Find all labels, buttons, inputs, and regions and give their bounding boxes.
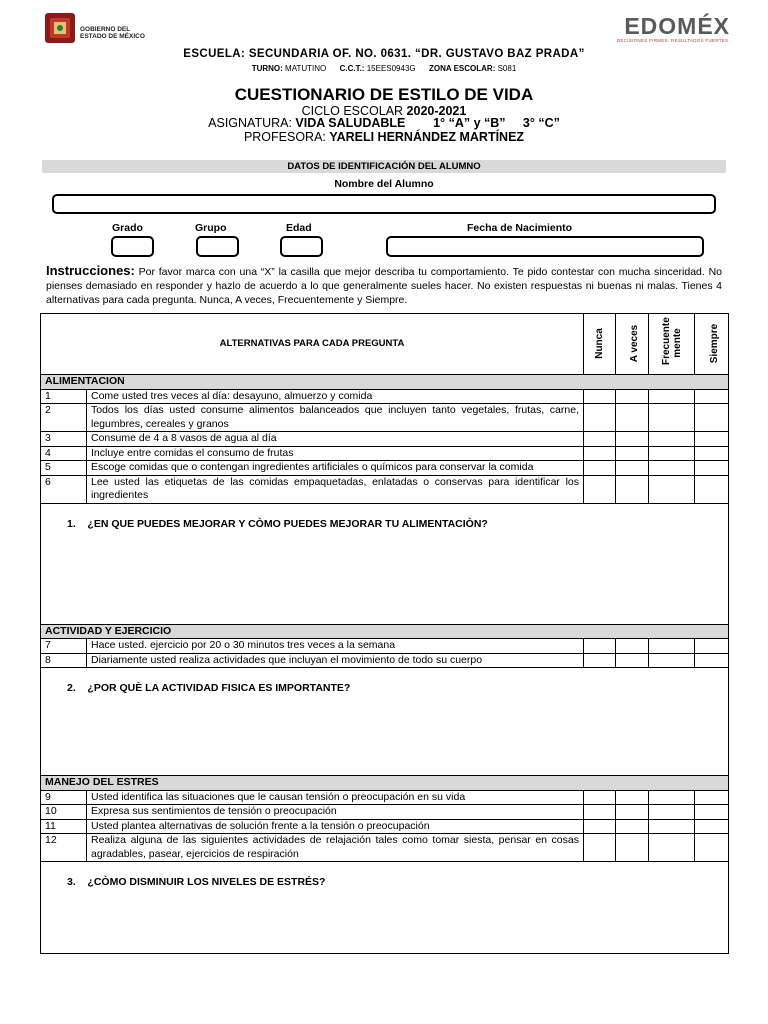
profesora-line (0, 130, 768, 144)
page-title: CUESTIONARIO DE ESTILO DE VIDA (234, 85, 534, 104)
option-siempre: Siempre (709, 324, 721, 364)
item-text: Diariamente usted realiza actividades que incluyan el movimiento de todo su cuerpo (87, 653, 584, 668)
ciclo-label: CICLO ESCOLAR (301, 104, 407, 118)
section-title: MANEJO DEL ESTRES (41, 776, 729, 791)
checkbox-cell[interactable] (584, 819, 616, 834)
checkbox-cell[interactable] (695, 819, 729, 834)
section-row (41, 375, 729, 390)
checkbox-cell[interactable] (584, 389, 616, 404)
checkbox-cell[interactable] (584, 461, 616, 476)
asignatura-label: ASIGNATURA: (208, 116, 296, 130)
option-header (649, 314, 695, 375)
checkbox-cell[interactable] (649, 639, 695, 654)
grado-field[interactable] (111, 236, 154, 257)
asignatura-line (0, 116, 768, 130)
school-name: ESCUELA: SECUNDARIA OF. NO. 0631. “DR. GUSTAVO BAZ PRADA” (183, 48, 585, 60)
instructions (46, 264, 722, 307)
checkbox-cell[interactable] (695, 805, 729, 820)
grupo-label: Grupo (195, 222, 227, 234)
checkbox-cell[interactable] (616, 653, 649, 668)
instructions-head: Instrucciones: (46, 263, 135, 278)
edomex-logo (590, 14, 730, 44)
checkbox-cell[interactable] (649, 432, 695, 447)
checkbox-cell[interactable] (695, 653, 729, 668)
table-row (41, 805, 729, 820)
question-text: 3. ¿CÒMO DISMINUIR LOS NIVELES DE ESTRÉS? (67, 876, 326, 888)
table-row (41, 404, 729, 432)
checkbox-cell[interactable] (616, 790, 649, 805)
table-row (41, 432, 729, 447)
turno-value: MATUTINO (285, 64, 327, 73)
profesora-label: PROFESORA: (243, 130, 330, 144)
checkbox-cell[interactable] (649, 805, 695, 820)
table-header-row (41, 314, 729, 375)
fecha-label: Fecha de Nacimiento (467, 222, 573, 234)
checkbox-cell[interactable] (649, 819, 695, 834)
edad-label: Edad (286, 222, 312, 234)
section-row (41, 776, 729, 791)
checkbox-cell[interactable] (695, 475, 729, 503)
checkbox-cell[interactable] (584, 805, 616, 820)
grupo-field[interactable] (196, 236, 239, 257)
checkbox-cell[interactable] (649, 404, 695, 432)
item-text: Escoge comidas que o contengan ingredientes artificiales o químicos para conservar la comida (87, 461, 584, 476)
item-text: Usted identifica las situaciones que le causan tensión o preocupación en su vida (87, 790, 584, 805)
option-header (584, 314, 616, 375)
answer-area[interactable] (41, 668, 729, 776)
instructions-text: Por favor marca con una “X” la casilla que mejor describa tu comportamiento. Te pido contestar con mucha sinceridad. No pienses demasiado en responder y hazlo de acuerdo a lo que generalmente sueles hacer. No existen respuestas ni buenas ni malas. Tienes 4 alternativas para cada pregunta. Nunca, A veces, Frecuentemente y Siempre. (46, 266, 722, 306)
asignatura-value: VIDA SALUDABLE 1° “A” y “B” 3° “C” (295, 116, 560, 130)
item-number: 8 (41, 653, 87, 668)
checkbox-cell[interactable] (584, 834, 616, 862)
checkbox-cell[interactable] (695, 446, 729, 461)
table-row (41, 446, 729, 461)
section-title: ACTIVIDAD Y EJERCICIO (41, 624, 729, 639)
option-header (616, 314, 649, 375)
checkbox-cell[interactable] (616, 834, 649, 862)
checkbox-cell[interactable] (584, 639, 616, 654)
checkbox-cell[interactable] (695, 432, 729, 447)
cct-value: 15EES0943G (366, 64, 416, 73)
table-row (41, 834, 729, 862)
name-label: Nombre del Alumno (334, 178, 434, 190)
name-field[interactable] (52, 194, 716, 214)
checkbox-cell[interactable] (584, 653, 616, 668)
checkbox-cell[interactable] (616, 639, 649, 654)
checkbox-cell[interactable] (584, 404, 616, 432)
gobierno-line2: ESTADO DE MÉXICO (80, 33, 145, 40)
item-text: Realiza alguna de las siguientes actividades de relajación tales como tomar siesta, pensar en cosas agradables, pasear, ejercicios de respiración (87, 834, 584, 862)
item-text: Consume de 4 a 8 vasos de agua al día (87, 432, 584, 447)
item-number: 3 (41, 432, 87, 447)
gobierno-text (80, 26, 145, 40)
option-nunca: Nunca (594, 328, 605, 360)
option-frecuentemente: Frecuente mente (660, 317, 683, 366)
gobierno-logo (44, 12, 174, 44)
checkbox-cell[interactable] (649, 446, 695, 461)
item-number: 7 (41, 639, 87, 654)
table-row (41, 790, 729, 805)
checkbox-cell[interactable] (616, 475, 649, 503)
school-info (0, 64, 768, 73)
checkbox-cell[interactable] (649, 834, 695, 862)
checkbox-cell[interactable] (695, 389, 729, 404)
table-row (41, 653, 729, 668)
checkbox-cell[interactable] (695, 461, 729, 476)
item-number: 6 (41, 475, 87, 503)
checkbox-cell[interactable] (584, 432, 616, 447)
item-text: Usted plantea alternativas de solución frente a la tensión o preocupación (87, 819, 584, 834)
table-header-label: ALTERNATIVAS PARA CADA PREGUNTA (41, 314, 584, 375)
item-text: Expresa sus sentimientos de tensión o preocupación (87, 805, 584, 820)
state-seal-icon (44, 12, 76, 44)
answer-row (41, 862, 729, 954)
checkbox-cell[interactable] (695, 834, 729, 862)
checkbox-cell[interactable] (695, 404, 729, 432)
checkbox-cell[interactable] (649, 653, 695, 668)
section-title: ALIMENTACION (41, 375, 729, 390)
option-header (695, 314, 729, 375)
item-number: 2 (41, 404, 87, 432)
checkbox-cell[interactable] (649, 461, 695, 476)
item-text: Hace usted. ejercicio por 20 o 30 minutos tres veces a la semana (87, 639, 584, 654)
answer-area[interactable] (41, 503, 729, 624)
item-text: Come usted tres veces al día: desayuno, almuerzo y comida (87, 389, 584, 404)
checkbox-cell[interactable] (649, 389, 695, 404)
checkbox-cell[interactable] (584, 475, 616, 503)
table-row (41, 819, 729, 834)
item-text: Todos los días usted consume alimentos balanceados que incluyen tanto vegetales, frutas, carne, legumbres, cereales y granos (87, 404, 584, 432)
option-a-veces: A veces (629, 325, 641, 363)
item-number: 9 (41, 790, 87, 805)
checkbox-cell[interactable] (649, 475, 695, 503)
checkbox-cell[interactable] (695, 790, 729, 805)
ciclo-value: 2020-2021 (406, 104, 467, 118)
table-row (41, 461, 729, 476)
table-row (41, 389, 729, 404)
zona-label: ZONA ESCOLAR: (428, 64, 496, 73)
checkbox-cell[interactable] (616, 446, 649, 461)
answer-row (41, 668, 729, 776)
grado-label: Grado (112, 222, 143, 234)
checkbox-cell[interactable] (616, 805, 649, 820)
answer-row (41, 503, 729, 624)
item-number: 1 (41, 389, 87, 404)
table-row (41, 639, 729, 654)
checkbox-cell[interactable] (616, 461, 649, 476)
table-row (41, 475, 729, 503)
questionnaire-table (40, 313, 729, 954)
item-text: Incluye entre comidas el consumo de frutas (87, 446, 584, 461)
checkbox-cell[interactable] (616, 389, 649, 404)
item-number: 5 (41, 461, 87, 476)
edomex-wordmark: EDOMÉX (624, 13, 730, 39)
checkbox-cell[interactable] (616, 432, 649, 447)
edad-field[interactable] (280, 236, 323, 257)
checkbox-cell[interactable] (695, 639, 729, 654)
item-number: 10 (41, 805, 87, 820)
zona-value: S081 (497, 64, 517, 73)
edomex-tagline: DECISIONES FIRMES. RESULTADOS FUERTES. (616, 38, 730, 43)
answer-area[interactable] (41, 862, 729, 954)
profesora-value: YARELI HERNÁNDEZ MARTÍNEZ (329, 130, 525, 144)
item-number: 11 (41, 819, 87, 834)
checkbox-cell[interactable] (616, 404, 649, 432)
fecha-field[interactable] (386, 236, 704, 257)
question-text: 2. ¿POR QUÈ LA ACTIVIDAD FISICA ES IMPORTANTE? (67, 682, 351, 694)
checkbox-cell[interactable] (584, 790, 616, 805)
turno-label: TURNO: (251, 64, 283, 73)
checkbox-cell[interactable] (584, 446, 616, 461)
checkbox-cell[interactable] (616, 819, 649, 834)
item-number: 4 (41, 446, 87, 461)
student-section-title: DATOS DE IDENTIFICACIÓN DEL ALUMNO (42, 160, 726, 173)
cct-label: C.C.T.: (339, 64, 365, 73)
gobierno-line1: GOBIERNO DEL (80, 26, 131, 33)
question-text: 1. ¿EN QUE PUEDES MEJORAR Y CÒMO PUEDES MEJORAR TU ALIMENTACIÒN? (67, 517, 488, 530)
item-text: Lee usted las etiquetas de las comidas empaquetadas, enlatadas o conservas para identificar los ingredientes (87, 475, 584, 503)
item-number: 12 (41, 834, 87, 862)
section-row (41, 624, 729, 639)
checkbox-cell[interactable] (649, 790, 695, 805)
